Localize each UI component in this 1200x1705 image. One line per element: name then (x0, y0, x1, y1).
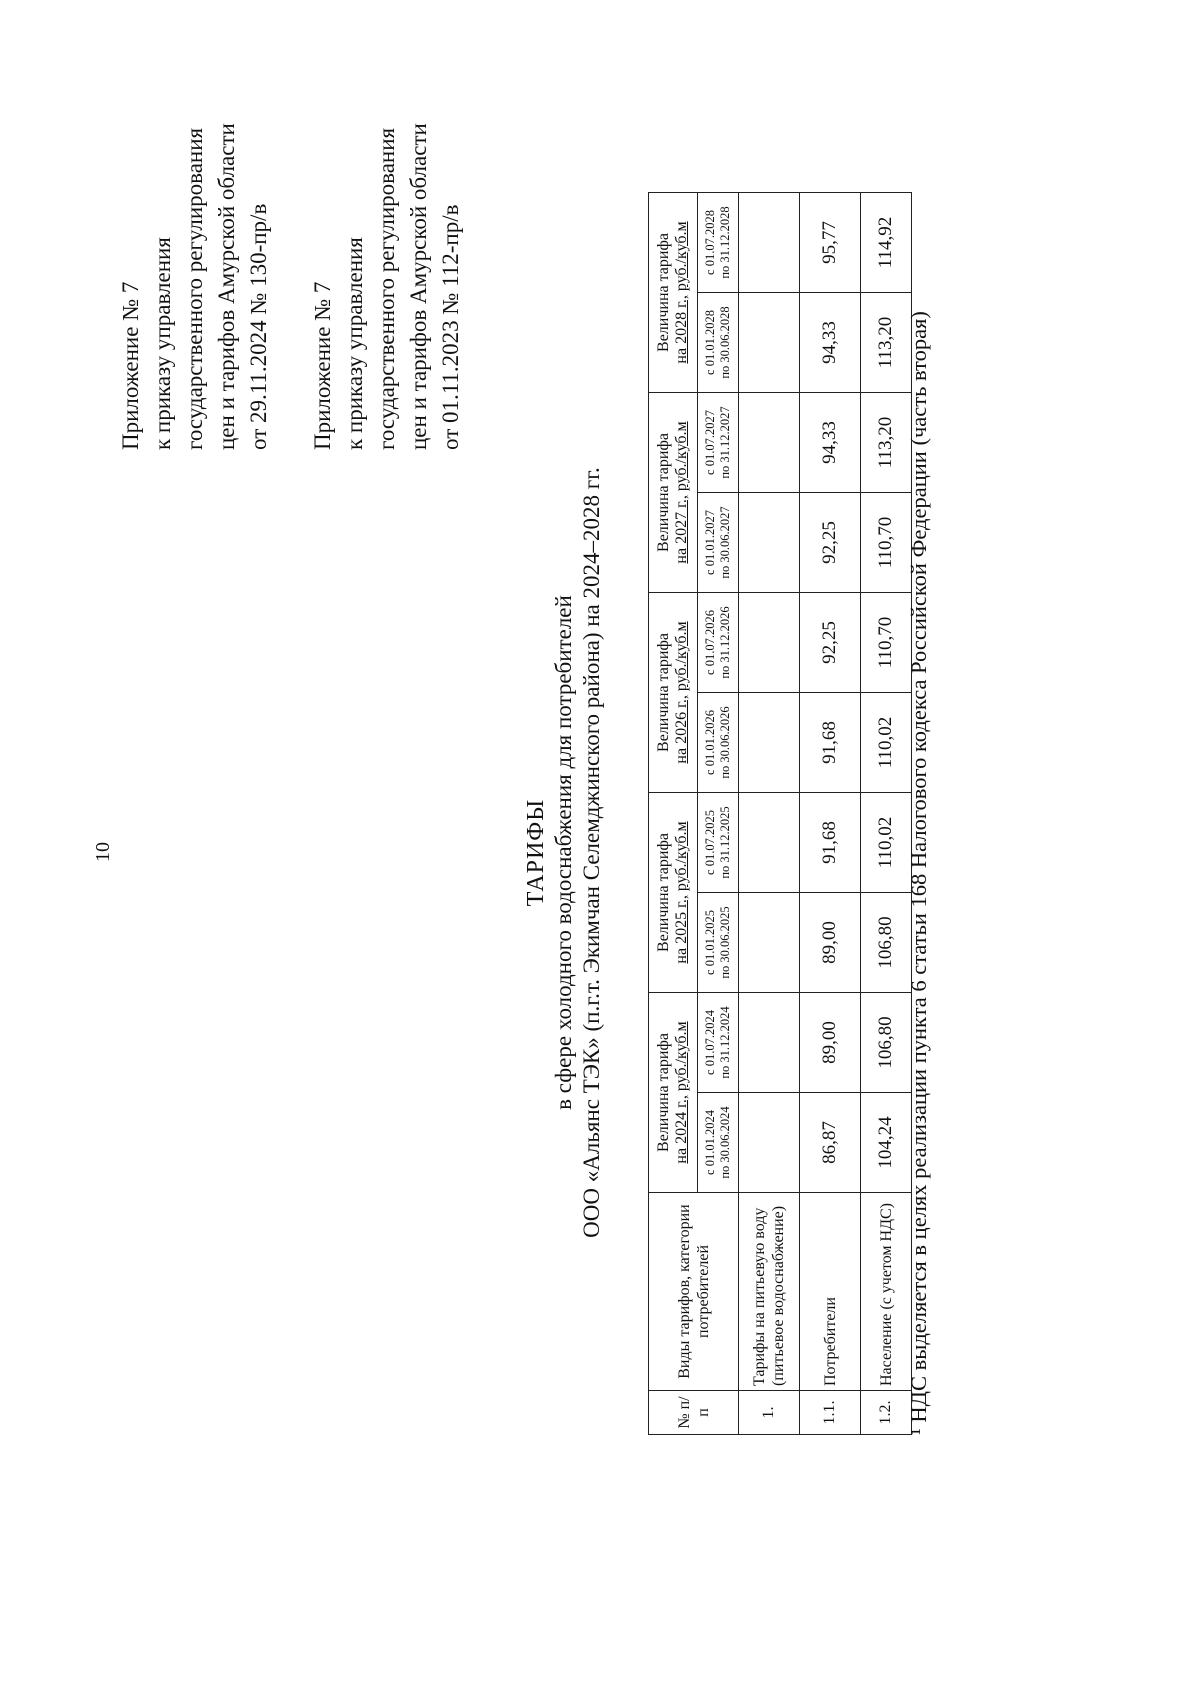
tariff-cell: 91,68 (800, 793, 861, 893)
row-label: Тарифы на питьевую воду (питьевое водоснабжение) (739, 1193, 800, 1391)
tariff-cell: 110,70 (861, 593, 912, 693)
appendix-line: Приложение № 7 (118, 281, 143, 450)
appendix-line: цен и тарифов Амурской области (214, 123, 239, 450)
tariff-cell: 91,68 (800, 693, 861, 793)
column-header-year-2028: Величина тарифа на 2028 г., руб./куб.м (649, 193, 698, 393)
tariff-cell: 94,33 (800, 393, 861, 493)
column-header-year-2026: Величина тарифа на 2026 г., руб./куб.м (649, 593, 698, 793)
period-header: с 01.07.2028 по 31.12.2028 (698, 193, 739, 293)
row-number: 1.2. (861, 1391, 912, 1435)
row-number: 1. (739, 1391, 800, 1435)
column-header-year-2027: Величина тарифа на 2027 г., руб./куб.м (649, 393, 698, 593)
tariff-cell (739, 793, 800, 893)
column-header-year-2025: Величина тарифа на 2025 г., руб./куб.м (649, 793, 698, 993)
tariff-table (648, 192, 912, 1435)
period-header: с 01.07.2024 по 31.12.2024 (698, 993, 739, 1093)
tariff-cell: 106,80 (861, 993, 912, 1093)
tariff-cell (739, 393, 800, 493)
document-title: ТАРИФЫ (523, 798, 549, 907)
appendix-note-previous (307, 123, 467, 450)
tariff-cell (739, 493, 800, 593)
appendix-line: к приказу управления (342, 237, 367, 450)
tariff-cell: 110,70 (861, 493, 912, 593)
tariff-cell: 89,00 (800, 893, 861, 993)
tariff-cell: 92,25 (800, 493, 861, 593)
appendix-line: к приказу управления (150, 237, 175, 450)
table-header-row (649, 193, 698, 1435)
period-header: с 01.01.2025 по 30.06.2025 (698, 893, 739, 993)
row-number: 1.1. (800, 1391, 861, 1435)
column-header-category: Виды тарифов, категории потребителей (649, 1193, 739, 1391)
tariff-cell: 94,33 (800, 293, 861, 393)
tariff-cell: 110,02 (861, 793, 912, 893)
period-header: с 01.01.2026 по 30.06.2026 (698, 693, 739, 793)
tariff-cell (739, 993, 800, 1093)
table-row (739, 193, 800, 1435)
period-header: с 01.01.2027 по 30.06.2027 (698, 493, 739, 593)
column-header-year-2024: Величина тарифа на 2024 г., руб./куб.м (649, 993, 698, 1193)
document-title-block (522, 300, 606, 1405)
period-header: с 01.07.2027 по 31.12.2027 (698, 393, 739, 493)
appendix-line: от 01.11.2023 № 112-пр/в (438, 204, 463, 450)
period-header: с 01.01.2028 по 30.06.2028 (698, 293, 739, 393)
tariff-cell: 92,25 (800, 593, 861, 693)
period-header: с 01.07.2026 по 31.12.2026 (698, 593, 739, 693)
column-header-number: № п/п (649, 1391, 739, 1435)
footnote: ¹ НДС выделяется в целях реализации пункта 6 статьи 168 Налогового кодекса Российской Федерации (часть вторая) (906, 311, 931, 1435)
tariff-cell: 110,02 (861, 693, 912, 793)
document-subtitle-line: ООО «Альянс ТЭК» (п.г.т. Экимчан Селемджинского района) на 2024–2028 гг. (579, 467, 604, 1238)
table-row (800, 193, 861, 1435)
period-header: с 01.01.2024 по 30.06.2024 (698, 1093, 739, 1193)
row-label: Потребители (800, 1193, 861, 1391)
appendix-line: государственного регулирования (182, 127, 207, 450)
tariff-cell: 106,80 (861, 893, 912, 993)
tariff-cell: 104,24 (861, 1093, 912, 1193)
tariff-cell (739, 693, 800, 793)
row-label: Население (с учетом НДС) (861, 1193, 912, 1391)
appendix-line: Приложение № 7 (310, 281, 335, 450)
appendix-line: цен и тарифов Амурской области (406, 123, 431, 450)
tariff-cell: 89,00 (800, 993, 861, 1093)
tariff-cell: 86,87 (800, 1093, 861, 1193)
tariff-cell: 113,20 (861, 393, 912, 493)
appendix-line: от 29.11.2024 № 130-пр/в (246, 203, 271, 450)
tariff-cell (739, 293, 800, 393)
tariff-cell (739, 193, 800, 293)
period-header: с 01.07.2025 по 31.12.2025 (698, 793, 739, 893)
tariff-cell (739, 893, 800, 993)
document-subtitle-line: в сфере холодного водоснабжения для потребителей (551, 595, 576, 1110)
appendix-line: государственного регулирования (374, 127, 399, 450)
tariff-cell: 113,20 (861, 293, 912, 393)
page-number: 10 (92, 842, 114, 862)
tariff-cell: 95,77 (800, 193, 861, 293)
tariff-cell (739, 1093, 800, 1193)
appendix-note-current (115, 123, 275, 450)
tariff-cell: 114,92 (861, 193, 912, 293)
tariff-cell (739, 593, 800, 693)
table-row (861, 193, 912, 1435)
